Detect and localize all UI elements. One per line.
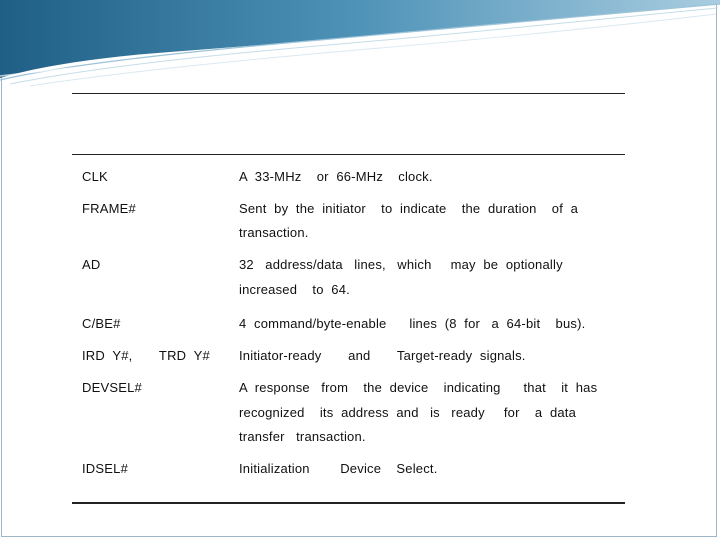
- signal-description: A 33-MHz or 66-MHz clock.: [239, 169, 433, 184]
- signal-description-continued: increased to 64.: [239, 282, 350, 297]
- signal-name: IDSEL#: [82, 461, 129, 476]
- signal-name: AD: [82, 257, 101, 272]
- signal-name: FRAME#: [82, 201, 136, 216]
- signal-description: 4 command/byte-enable lines (8 for a 64-bit bus).: [239, 316, 586, 331]
- table-top-rule: [72, 93, 625, 94]
- table-header-rule: [72, 154, 625, 155]
- signal-description: 32 address/data lines, which may be optionally: [239, 257, 563, 272]
- signal-name: CLK: [82, 169, 108, 184]
- signal-name: C/BE#: [82, 316, 121, 331]
- signal-description: A response from the device indicating that it has: [239, 380, 598, 395]
- signal-description: Sent by the initiator to indicate the duration of a: [239, 201, 579, 216]
- signal-name: DEVSEL#: [82, 380, 142, 395]
- signal-description-continued: transfer transaction.: [239, 429, 366, 444]
- signal-description: Initialization Device Select.: [239, 461, 438, 476]
- signal-description-continued: transaction.: [239, 225, 309, 240]
- swoosh-band: [0, 0, 720, 78]
- table-bottom-rule: [72, 502, 625, 504]
- signal-description-continued: recognized its address and is ready for a data: [239, 405, 577, 420]
- signal-description: Initiator-ready and Target-ready signals.: [239, 348, 526, 363]
- signal-name: IRD Y#, TRD Y#: [82, 348, 210, 363]
- header-swoosh-decoration: [0, 0, 720, 90]
